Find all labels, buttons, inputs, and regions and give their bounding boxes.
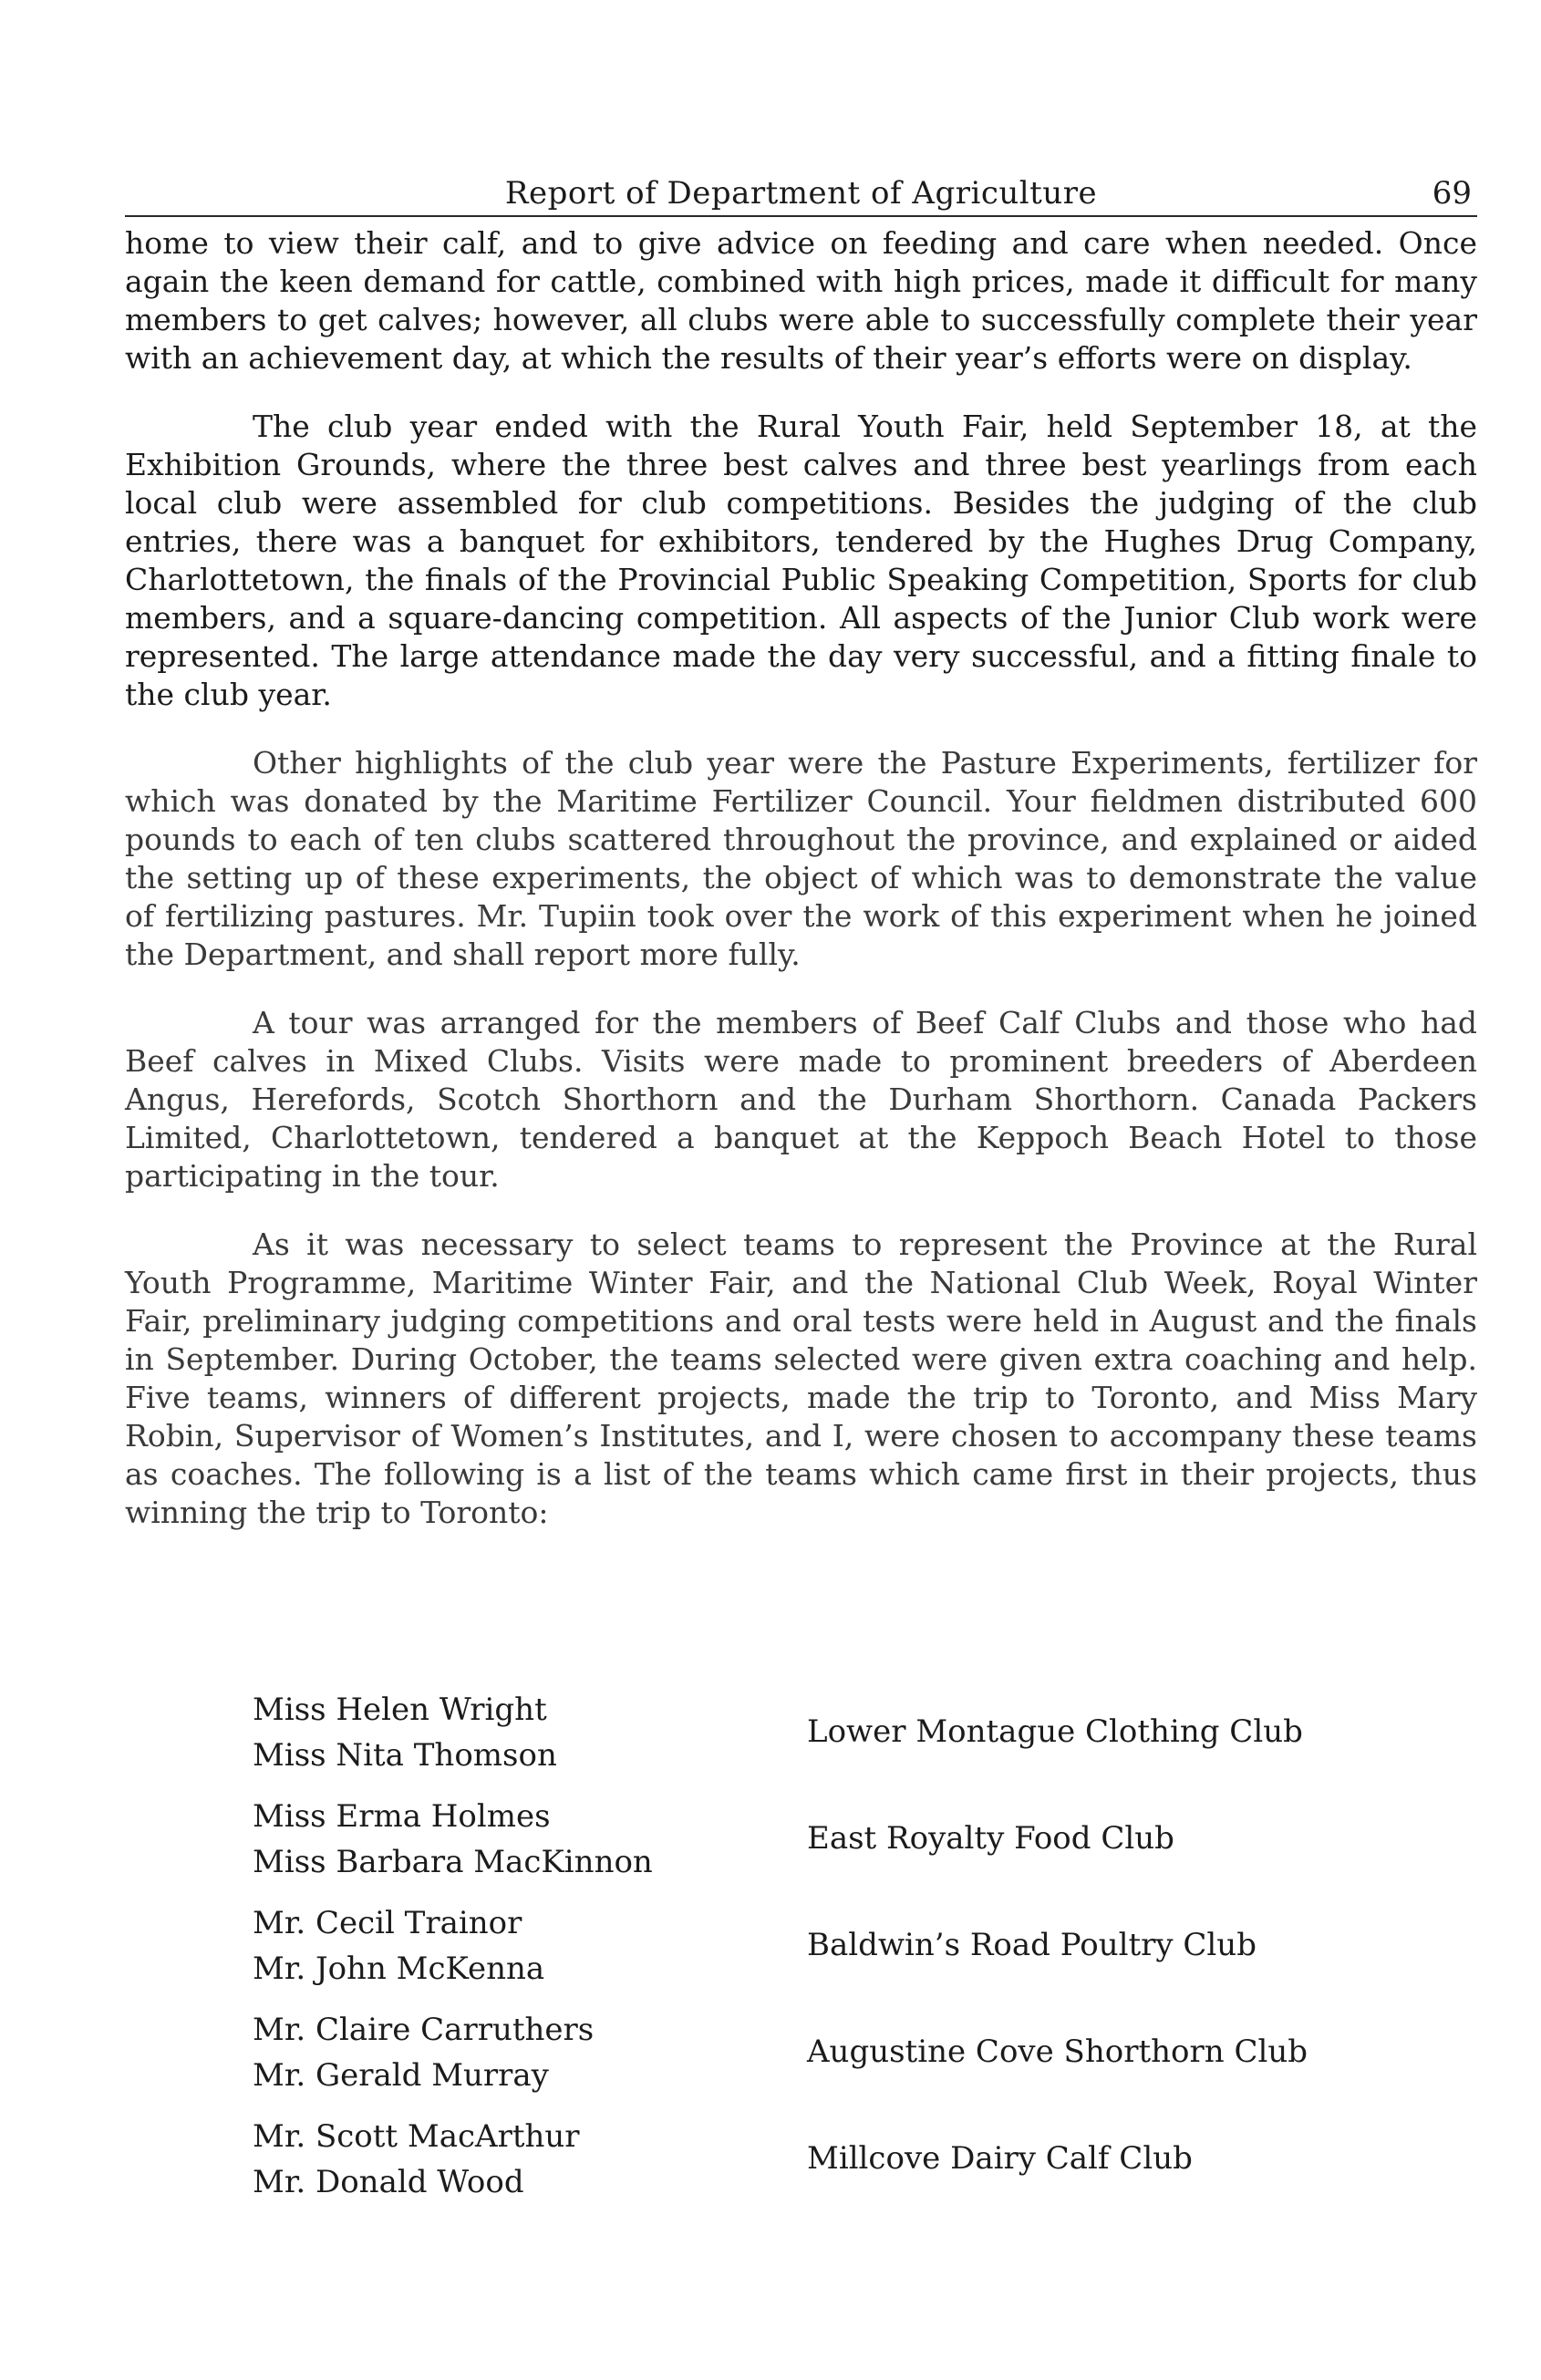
team-entry bbox=[253, 2007, 1438, 2114]
body-text bbox=[125, 224, 1477, 1562]
team-member: Miss Nita Thomson bbox=[253, 1737, 557, 1774]
team-member: Miss Barbara MacKinnon bbox=[253, 1844, 653, 1880]
team-member: Mr. Gerald Murray bbox=[253, 2057, 549, 2094]
team-member: Mr. Donald Wood bbox=[253, 2164, 524, 2200]
team-member: Miss Erma Holmes bbox=[253, 1798, 551, 1835]
team-entry bbox=[253, 1900, 1438, 2007]
header-title: Report of Department of Agriculture bbox=[504, 175, 1098, 212]
team-members bbox=[253, 1687, 763, 1778]
team-club: Lower Montague Clothing Club bbox=[807, 1713, 1303, 1750]
team-club: Millcove Dairy Calf Club bbox=[807, 2140, 1193, 2177]
team-club: Baldwin’s Road Poultry Club bbox=[807, 1927, 1257, 1963]
running-header bbox=[125, 175, 1477, 217]
paragraph-pasture-experiments: Other highlights of the club year were the Pasture Experiments, fertilizer for which was donated by the Maritime Fertilizer Council. Your fieldmen distributed 600 pounds to each of ten clubs scattered throughout the province, and explained or aided the setting up of these experiments, the object of which was to demonstrate the value of fertilizing pastures. Mr. Tupiin took over the work of this experiment when he joined the Department, and shall report more fully. bbox=[125, 745, 1477, 972]
paragraph-team-selection: As it was necessary to select teams to represent the Province at the Rural Youth Programme, Maritime Winter Fair, and the National Club Week, Royal Winter Fair, preliminary judging competitions and oral tests were held in August and the finals in September. During October, the teams selected were given extra coaching and help. Five teams, winners of different projects, made the trip to Toronto, and Miss Mary Robin, Supervisor of Women’s Institutes, and I, were chosen to accompany these teams as coaches. The following is a list of the teams which came first in their projects, thus winning the trip to Toronto: bbox=[125, 1226, 1477, 1530]
team-member: Mr. John McKenna bbox=[253, 1951, 545, 1987]
paragraph-rural-youth-fair: The club year ended with the Rural Youth Fair, held September 18, at the Exhibition Grounds, where the three best calves and three best yearlings from each local club were assembled for club competitions. Besides the judging of the club entries, there was a banquet for exhibitors, tendered by the Hughes Drug Company, Charlottetown, the finals of the Provincial Public Speaking Competition, Sports for club members, and a square-dancing competition. All aspects of the Junior Club work were represented. The large attendance made the day very successful, and a fitting finale to the club year. bbox=[125, 409, 1477, 712]
team-member: Mr. Cecil Trainor bbox=[253, 1905, 522, 1941]
team-club: East Royalty Food Club bbox=[807, 1820, 1174, 1857]
team-members bbox=[253, 1900, 763, 1992]
paragraph-beef-tour: A tour was arranged for the members of Beef Calf Clubs and those who had Beef calves in Mixed Clubs. Visits were made to prominent breeders of Aberdeen Angus, Herefords, Scotch Shorthorn and the Durham Shorthorn. Canada Packers Limited, Charlottetown, tendered a banquet at the Keppoch Beach Hotel to those participating in the tour. bbox=[125, 1005, 1477, 1194]
team-member: Miss Helen Wright bbox=[253, 1692, 547, 1728]
team-entry bbox=[253, 2114, 1438, 2220]
paragraph-calf-visits: home to view their calf, and to give advice on feeding and care when needed. Once again the keen demand for cattle, combined with high prices, made it difficult for many members to get calves; however, all clubs were able to successfully complete their year with an achievement day, at which the results of their year’s efforts were on display. bbox=[125, 225, 1477, 376]
team-members bbox=[253, 2007, 763, 2098]
winning-teams-list bbox=[253, 1687, 1438, 2220]
team-club: Augustine Cove Shorthorn Club bbox=[807, 2033, 1308, 2070]
team-members bbox=[253, 2114, 763, 2205]
team-members bbox=[253, 1794, 763, 1885]
team-member: Mr. Claire Carruthers bbox=[253, 2012, 595, 2048]
team-entry bbox=[253, 1794, 1438, 1900]
page-number: 69 bbox=[1432, 175, 1472, 212]
team-member: Mr. Scott MacArthur bbox=[253, 2118, 580, 2155]
team-entry bbox=[253, 1687, 1438, 1794]
